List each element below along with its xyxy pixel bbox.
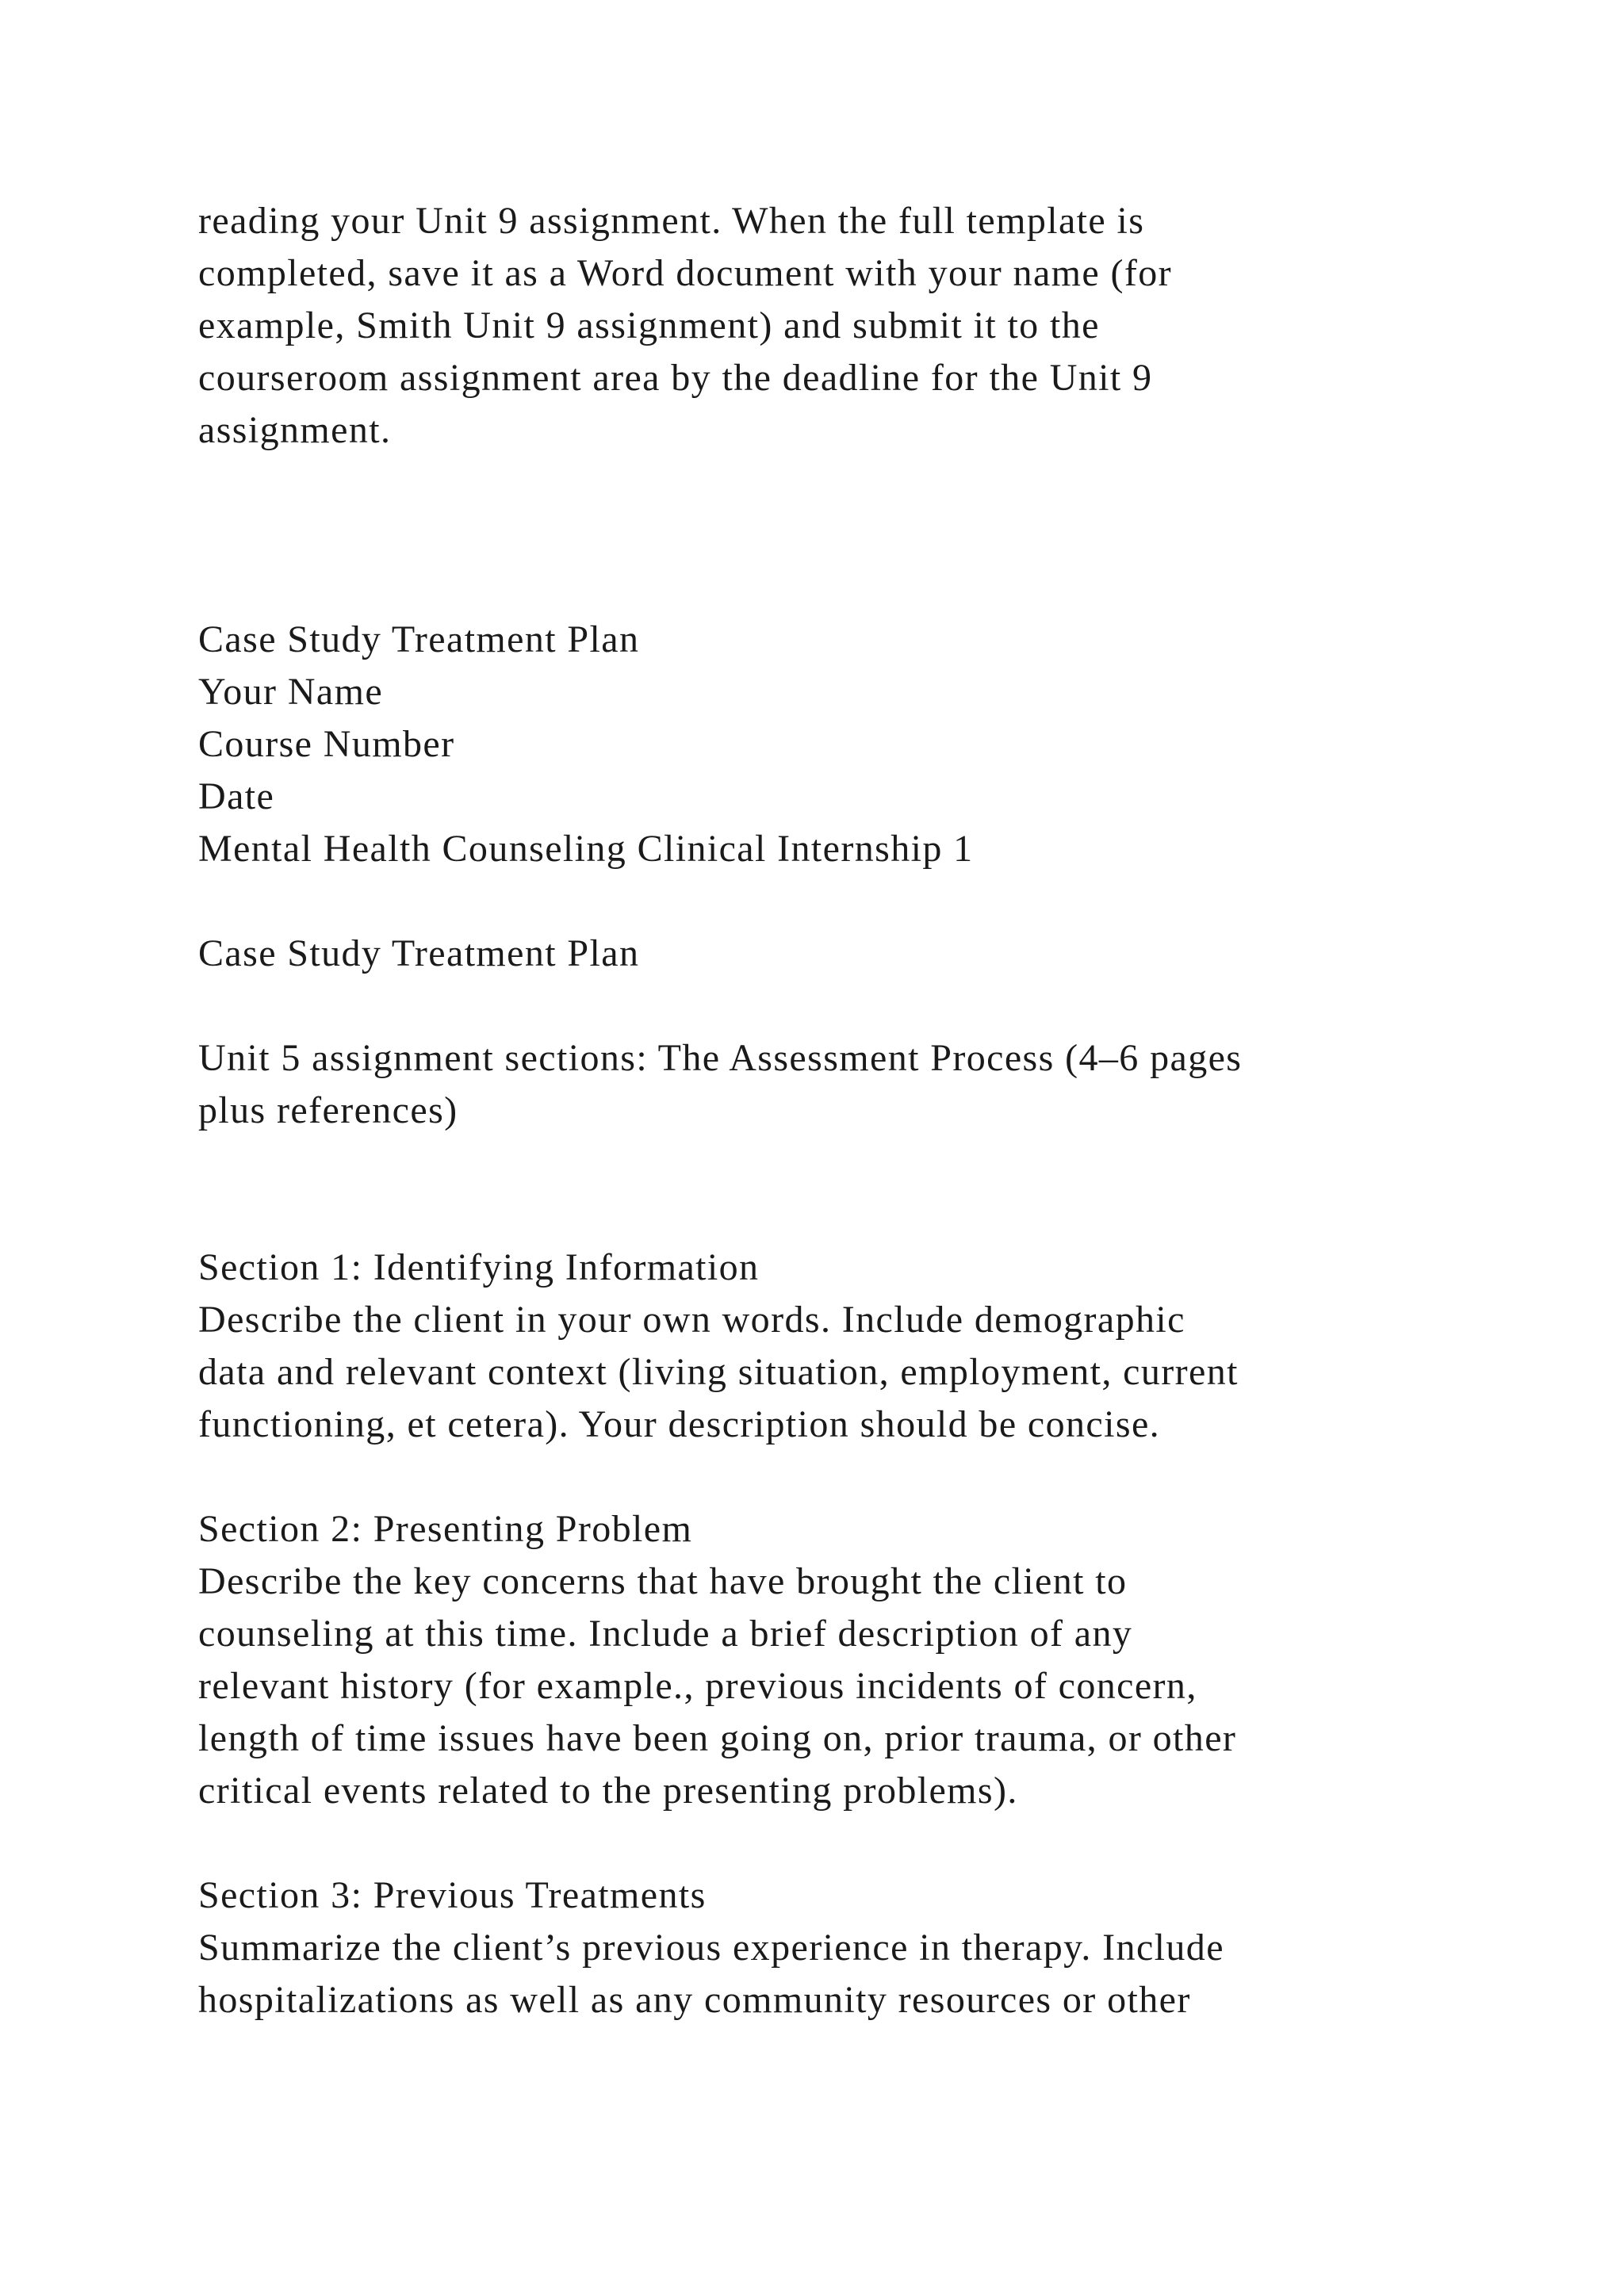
intro-line: reading your Unit 9 assignment. When the full template is [198, 200, 1145, 242]
intro-paragraph [198, 195, 1499, 457]
intro-line: example, Smith Unit 9 assignment) and submit it to the [198, 304, 1100, 346]
section-line: critical events related to the presenting problems). [198, 1770, 1018, 1812]
spacer [198, 1451, 1499, 1503]
spacer [198, 1137, 1499, 1242]
intro-line: assignment. [198, 409, 392, 451]
spacer [198, 1817, 1499, 1869]
title-page-name: Your Name [198, 671, 384, 713]
section-heading: Section 2: Presenting Problem [198, 1508, 693, 1550]
document-heading: Case Study Treatment Plan [198, 932, 640, 974]
section-line: functioning, et cetera). Your description should be concise. [198, 1403, 1161, 1445]
title-page-block [198, 614, 1499, 875]
section-heading: Section 3: Previous Treatments [198, 1874, 707, 1916]
intro-line: completed, save it as a Word document with your name (for [198, 252, 1173, 294]
section-line: Describe the key concerns that have brought the client to [198, 1560, 1128, 1602]
unit-description-line: Unit 5 assignment sections: The Assessment Process (4–6 pages [198, 1037, 1243, 1079]
unit-description [198, 1032, 1499, 1137]
section-line: counseling at this time. Include a brief description of any [198, 1613, 1133, 1655]
title-page-course-name: Mental Health Counseling Clinical Internship 1 [198, 828, 974, 870]
spacer [198, 457, 1499, 614]
section-previous-treatments [198, 1869, 1499, 2026]
intro-line: courseroom assignment area by the deadline for the Unit 9 [198, 357, 1153, 399]
spacer [198, 875, 1499, 928]
title-page-course-number: Course Number [198, 723, 455, 765]
title-page-date: Date [198, 775, 275, 817]
document-body [198, 195, 1499, 2026]
section-line: Describe the client in your own words. Include demographic [198, 1299, 1185, 1341]
section-line: hospitalizations as well as any community resources or other [198, 1979, 1191, 2021]
spacer [198, 980, 1499, 1032]
section-line: length of time issues have been going on, prior trauma, or other [198, 1717, 1237, 1759]
section-line: relevant history (for example., previous incidents of concern, [198, 1665, 1197, 1707]
title-page-title: Case Study Treatment Plan [198, 618, 640, 660]
section-presenting-problem [198, 1503, 1499, 1817]
section-line: Summarize the client’s previous experience in therapy. Include [198, 1927, 1224, 1969]
unit-description-line: plus references) [198, 1089, 458, 1131]
section-identifying-information [198, 1242, 1499, 1451]
section-line: data and relevant context (living situation, employment, current [198, 1351, 1239, 1393]
section-heading: Section 1: Identifying Information [198, 1246, 760, 1288]
